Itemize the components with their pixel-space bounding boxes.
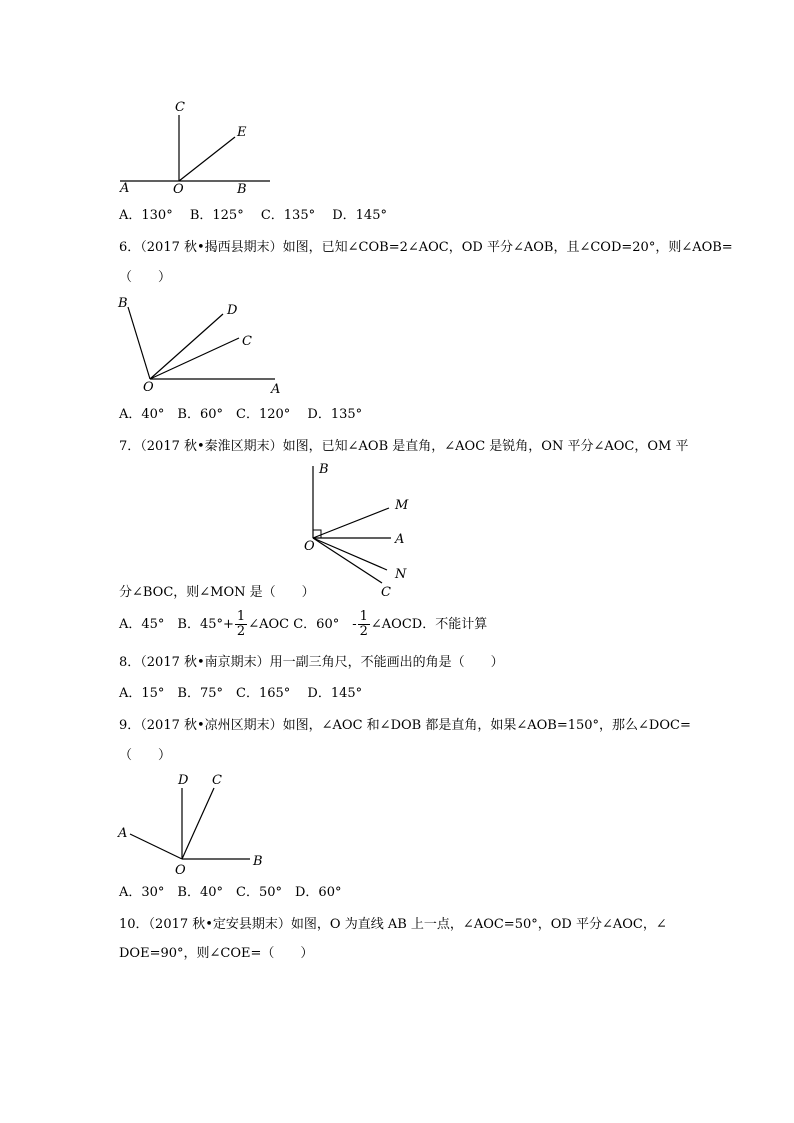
figure-q7 bbox=[295, 458, 425, 603]
label-b: B bbox=[118, 296, 128, 311]
q8-options: A．15° B．75° C．165° D．145° bbox=[119, 686, 363, 701]
label-a: A bbox=[118, 826, 128, 841]
q8-stem: 8．（2017 秋•南京期末）用一副三角尺，不能画出的角是（ ） bbox=[119, 655, 504, 670]
label-c: C bbox=[175, 100, 185, 115]
label-o: O bbox=[304, 539, 315, 554]
label-b: B bbox=[237, 182, 247, 197]
q10-stem: 10．（2017 秋•定安县期末）如图，O 为直线 AB 上一点，∠AOC=50°，OD 平分∠AOC，∠ bbox=[119, 917, 667, 932]
label-m: M bbox=[395, 498, 409, 513]
label-a: A bbox=[271, 382, 281, 397]
label-o: O bbox=[175, 863, 186, 878]
label-c: C bbox=[212, 773, 222, 788]
q6-stem: 6．（2017 秋•揭西县期末）如图，已知∠COB=2∠AOC，OD 平分∠AOB，且∠COD=20°，则∠AOB= bbox=[119, 240, 733, 255]
q6-blank: （ ） bbox=[119, 270, 172, 285]
label-d: D bbox=[178, 773, 189, 788]
q10-question: DOE=90°，则∠COE=（ ） bbox=[119, 946, 314, 961]
label-a: A bbox=[395, 532, 405, 547]
q9-options: A．30° B．40° C．50° D．60° bbox=[119, 885, 342, 900]
label-o: O bbox=[143, 380, 154, 395]
q9-blank: （ ） bbox=[119, 748, 172, 763]
fraction-half: $\frac{1}{2}$ bbox=[359, 609, 368, 639]
label-n: N bbox=[395, 567, 407, 582]
label-e: E bbox=[237, 125, 247, 140]
q7-option-d: ∠AOCD．不能计算 bbox=[370, 617, 488, 632]
q5-options: A．130° B．125° C．135° D．145° bbox=[119, 208, 387, 223]
label-b: B bbox=[319, 462, 329, 477]
label-c: C bbox=[242, 334, 252, 349]
q6-options: A．40° B．60° C．120° D．135° bbox=[119, 407, 363, 422]
label-b: B bbox=[253, 854, 263, 869]
q9-stem: 9．（2017 秋•凉州区期末）如图，∠AOC 和∠DOB 都是直角，如果∠AOB=150°，那么∠DOC= bbox=[119, 718, 691, 733]
q7-question: 分∠BOC，则∠MON 是（ ） bbox=[119, 585, 315, 600]
label-o: O bbox=[173, 182, 184, 197]
figure-q5 bbox=[115, 95, 275, 205]
q7-stem: 7．（2017 秋•秦淮区期末）如图，已知∠AOB 是直角，∠AOC 是锐角，ON 平分∠AOC，OM 平 bbox=[119, 439, 689, 454]
label-d: D bbox=[227, 303, 238, 318]
label-a: A bbox=[120, 181, 130, 196]
q7-options bbox=[119, 610, 487, 639]
fraction-half: $\frac{1}{2}$ bbox=[236, 609, 246, 639]
q7-option-c: ∠AOC C．60° - bbox=[248, 617, 357, 632]
q7-option-a: A．45° B．45°+ bbox=[119, 617, 234, 632]
figure-q9 bbox=[112, 766, 272, 881]
figure-q6 bbox=[110, 292, 290, 397]
label-c: C bbox=[381, 585, 391, 600]
